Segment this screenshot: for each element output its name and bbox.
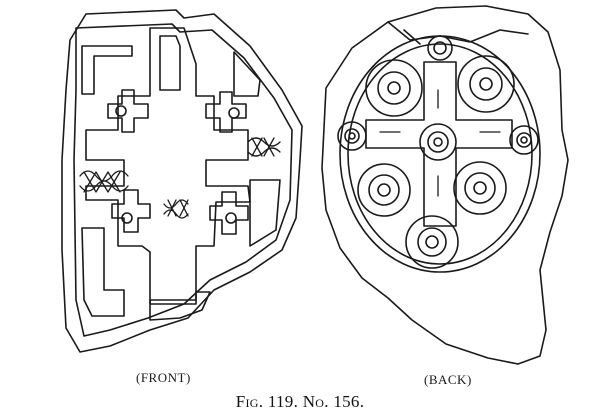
front-label: (FRONT) (136, 370, 191, 385)
back-label: (BACK) (424, 372, 472, 387)
figure-caption: Fig. 119. No. 156. (235, 392, 365, 411)
front-stone-icon (62, 10, 302, 352)
back-stone-icon (322, 6, 568, 364)
